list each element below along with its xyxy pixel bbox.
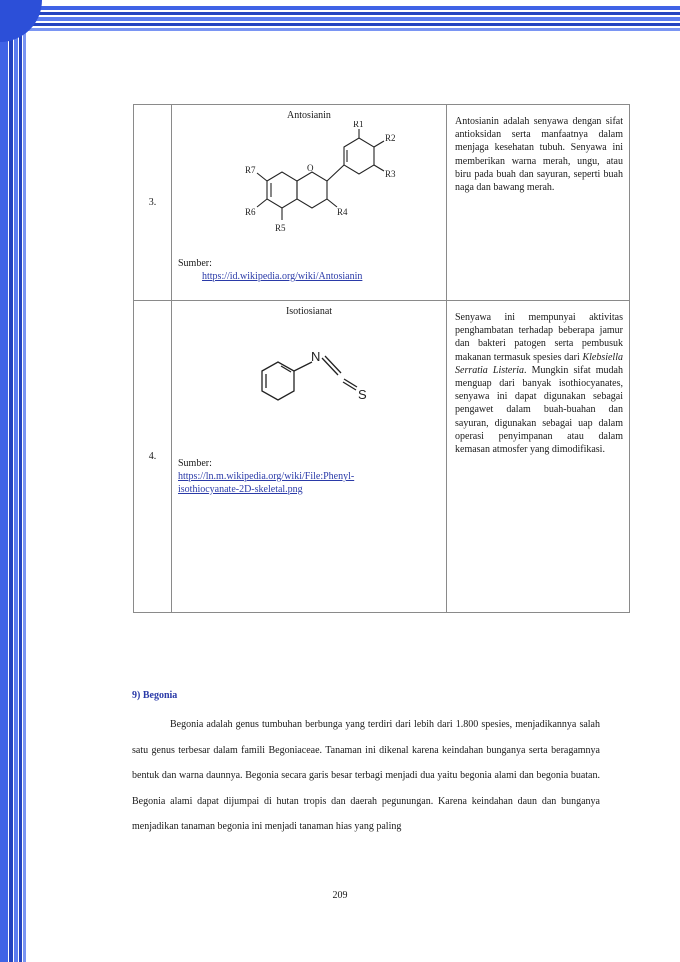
description-text: . Mungkin sifat mudah menguap dari banyak isothiocyanates, senyawa ini dapat digunakan sebagai pengawet dalam buah-buahan dan sayuran, digunakan sebagai uap dalam operasi penyimpanan atau dalam kemasan atmosfer yang dimodifikasi.: [455, 364, 623, 455]
substituent-label: R5: [275, 223, 286, 233]
substituent-label: R4: [337, 207, 348, 217]
sulfur-label: S: [358, 387, 367, 402]
description-cell: Antosianin adalah senyawa dengan sifat antioksidan serta manfaatnya dalam menjaga kesehatan tubuh. Senyawa ini memberikan warna merah, ungu, atau biru pada buah dan sayuran, seperti buah naga dan bawang merah.: [447, 105, 630, 301]
oxygen-label: O: [307, 163, 314, 173]
substituent-label: R3: [385, 169, 396, 179]
anthocyanin-structure: [227, 121, 407, 249]
compound-name: Isotiosianat: [285, 306, 333, 317]
substituent-label: R2: [385, 133, 396, 143]
left-border-decoration: [0, 0, 34, 962]
top-border-decoration: [0, 0, 680, 40]
source-link[interactable]: https://id.wikipedia.org/wiki/Antosianin: [202, 271, 363, 282]
body-paragraph: Begonia adalah genus tumbuhan berbunga yang terdiri dari lebih dari 1.800 spesies, menjadikannya salah satu genus terbesar dalam famili Begoniaceae. Tanaman ini dikenal karena keindahan bunganya serta beragamnya bentuk dan warna daunnya. Begonia secara garis besar terbagi menjadi dua yaitu begonia alami dan begonia buatan. Begonia alami dapat dijumpai di hutan tropis dan daerah pegunungan. Karena keindahan daun dan bunganya menjadikan tanaman begonia ini menjadi tanaman hias yang paling: [132, 719, 600, 832]
row-number: 4.: [134, 301, 172, 613]
compound-table: [133, 104, 630, 613]
substituent-label: R6: [245, 207, 256, 217]
source-label: Sumber:: [178, 458, 212, 469]
phenyl-isothiocyanate-structure: [252, 341, 402, 421]
compound-name: Antosianin: [287, 110, 331, 121]
page-number: 209: [332, 890, 348, 901]
row-number: 3.: [134, 105, 172, 301]
substituent-label: R1: [353, 121, 364, 129]
description-text: Senyawa ini mempunyai aktivitas penghambatan terhadap beberapa jamur dan bakteri patogen serta pembusuk makanan termasuk spesies dari: [455, 312, 623, 363]
structure-cell: [172, 105, 447, 301]
nitrogen-label: N: [311, 349, 321, 364]
section-heading: 9) Begonia: [132, 690, 178, 701]
substituent-label: R7: [245, 165, 256, 175]
table-row: [134, 301, 630, 613]
source-link[interactable]: https://ln.m.wikipedia.org/wiki/File:Phenyl-: [178, 471, 355, 482]
source-link[interactable]: isothiocyanate-2D-skeletal.png: [178, 484, 303, 495]
description-cell: [447, 301, 630, 613]
structure-cell: [172, 301, 447, 613]
source-label: Sumber:: [178, 258, 212, 269]
table-row: [134, 105, 630, 301]
species-names: Klebsiella Serratia Listeria: [455, 351, 623, 376]
